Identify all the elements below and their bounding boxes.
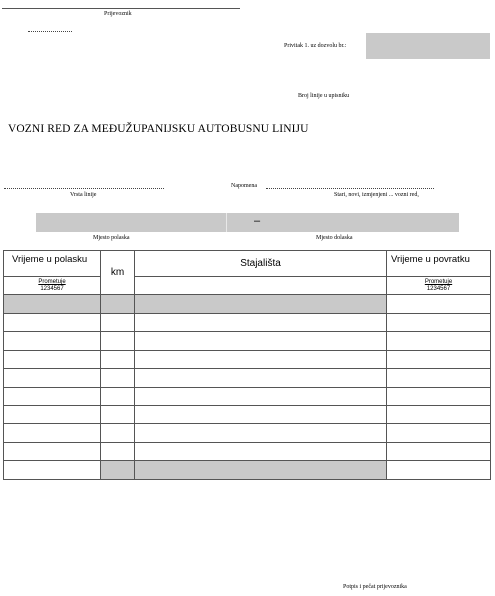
line-number-label: Broj linije u upisniku [298,93,350,99]
stop-name-cell[interactable] [135,424,387,442]
return-days-label: 1234567 [426,285,451,292]
km-cell[interactable] [101,295,135,314]
route-divider [226,213,227,232]
km-cell[interactable] [101,350,135,368]
return-time-cell[interactable] [387,387,491,405]
return-time-cell[interactable] [387,314,491,332]
stop-name-cell[interactable] [135,405,387,423]
stops-subheader-cell [135,277,387,295]
km-cell[interactable] [101,314,135,332]
return-time-header: Vrijeme u povratku [387,251,491,277]
stop-name-cell[interactable] [135,350,387,368]
stops-header: Stajališta [135,251,387,277]
departure-time-cell[interactable] [4,295,101,314]
table-row [4,461,491,479]
return-time-cell[interactable] [387,350,491,368]
table-row [4,295,491,314]
return-operates-label: Prometuje [424,279,453,285]
km-cell[interactable] [101,369,135,387]
departure-time-cell[interactable] [4,332,101,350]
km-cell[interactable] [101,442,135,460]
route-bar[interactable] [36,213,459,232]
km-cell[interactable] [101,461,135,479]
permit-number-field[interactable] [366,33,490,59]
km-cell[interactable] [101,405,135,423]
departure-time-cell[interactable] [4,314,101,332]
km-cell[interactable] [101,387,135,405]
table-row [4,424,491,442]
note-hint: Stari, novi, izmjenjeni ... vozni red, [334,192,419,198]
return-operates-cell [387,277,491,295]
return-time-cell[interactable] [387,405,491,423]
departure-time-header: Vrijeme u polasku [4,251,101,277]
note-field[interactable] [266,188,434,189]
table-row [4,314,491,332]
stop-name-cell[interactable] [135,314,387,332]
departure-time-cell[interactable] [4,387,101,405]
line-type-field[interactable] [4,188,164,189]
table-row [4,350,491,368]
carrier-line [2,8,240,9]
document-title: VOZNI RED ZA MEĐUŽUPANIJSKU AUTOBUSNU LINIJU [8,123,309,135]
departure-place-label: Mjesto polaska [93,235,130,241]
attachment-label: Privitak 1. uz dozvolu br.: [284,43,347,49]
return-time-cell[interactable] [387,424,491,442]
departure-time-cell[interactable] [4,461,101,479]
departure-time-cell[interactable] [4,424,101,442]
route-separator: – [254,215,261,227]
arrival-place-label: Mjesto dolaska [316,235,353,241]
stop-name-cell[interactable] [135,387,387,405]
departure-time-cell[interactable] [4,369,101,387]
table-row [4,442,491,460]
departure-operates-cell [4,277,101,295]
timetable [3,250,491,480]
return-time-cell[interactable] [387,369,491,387]
km-cell[interactable] [101,424,135,442]
table-row [4,369,491,387]
carrier-dots [28,31,72,32]
stop-name-cell[interactable] [135,369,387,387]
note-label: Napomena [231,183,257,189]
return-time-cell[interactable] [387,295,491,314]
table-row [4,405,491,423]
departure-days-label: 1234567 [40,285,64,292]
km-header: km [101,251,135,295]
departure-time-cell[interactable] [4,405,101,423]
table-row [4,332,491,350]
stop-name-cell[interactable] [135,442,387,460]
departure-time-cell[interactable] [4,442,101,460]
departure-time-cell[interactable] [4,350,101,368]
stop-name-cell[interactable] [135,295,387,314]
carrier-label: Prijevoznik [104,11,132,17]
line-type-label: Vrsta linije [70,192,97,198]
km-cell[interactable] [101,332,135,350]
stop-name-cell[interactable] [135,461,387,479]
signature-label: Potpis i pečat prijevoznika [343,584,407,590]
return-time-cell[interactable] [387,461,491,479]
stop-name-cell[interactable] [135,332,387,350]
table-row [4,387,491,405]
return-time-cell[interactable] [387,332,491,350]
return-time-cell[interactable] [387,442,491,460]
departure-operates-label: Prometuje [38,279,66,285]
